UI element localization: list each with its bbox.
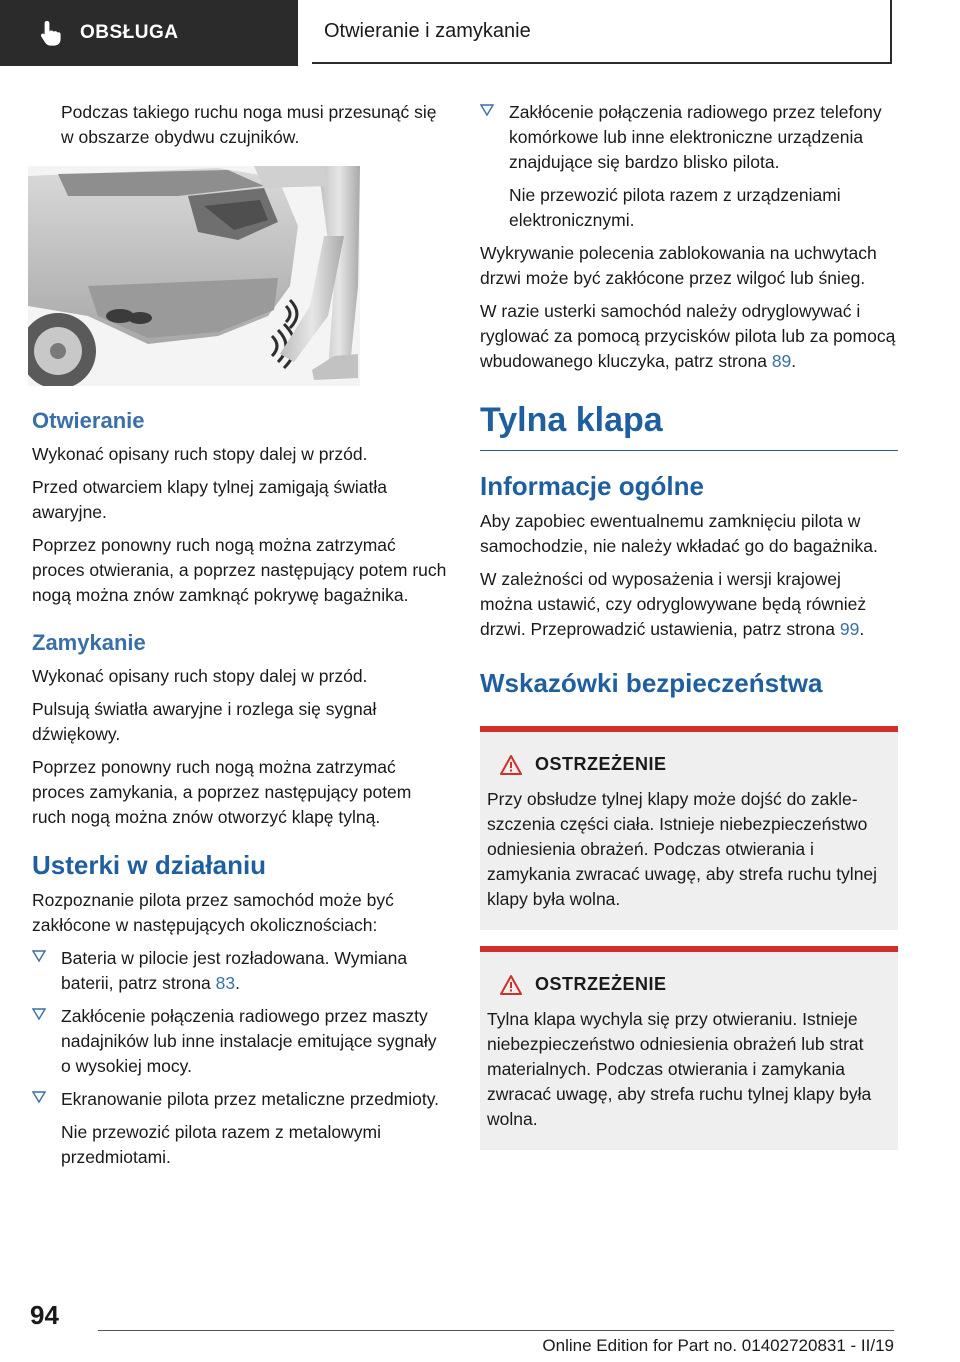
info-end: . <box>859 619 865 639</box>
main-heading: Tylna klapa <box>480 400 898 451</box>
warning-box <box>480 946 898 1150</box>
warning-triangle-icon <box>499 974 523 996</box>
opening-paragraph-1: Wykonać opisany ruch stopy dalej w przód. <box>32 444 368 464</box>
bullet-note: Nie przewozić pilota razem z metalowymi przedmiotami. <box>61 1122 381 1167</box>
right-column <box>480 100 898 1166</box>
closing-heading: Zamykanie <box>32 630 146 655</box>
fault-text: W razie usterki samochód należy odryglowywać i ryglować za pomocą przycisków pilota lub za pomocą wbudowanego kluczyka, patrz strona <box>480 301 896 371</box>
tailgate-foot-sensor-illustration <box>28 166 360 386</box>
info-heading: Informacje ogólne <box>480 471 704 501</box>
warning-title: OSTRZEŻENIE <box>535 754 667 774</box>
triangle-bullet-icon <box>480 103 494 117</box>
intro-paragraph: Podczas takiego ruchu noga musi przesunąć się w obszarze obydwu czujników. <box>61 102 437 147</box>
warning-triangle-icon <box>499 754 523 776</box>
page-number: 94 <box>30 1300 59 1330</box>
list-item <box>32 946 450 996</box>
info-paragraph-1: Aby zapobiec ewentualnemu zamknięciu pilota w samochodzie, nie należy wkładać go do bagażnika. <box>480 511 878 556</box>
section-label: OBSŁUGA <box>80 22 179 43</box>
bullet-text: Zakłócenie połączenia radiowego przez telefony komórkowe lub inne elektroniczne urządzenia znajdujące się bardzo blisko pilota. <box>509 102 882 172</box>
left-column <box>32 100 450 1178</box>
page-link-83[interactable]: 83 <box>215 973 236 993</box>
triangle-bullet-icon <box>32 949 46 963</box>
info-paragraph-2 <box>480 567 898 642</box>
section-tab <box>0 0 298 66</box>
list-item <box>480 100 898 175</box>
bullet-text: Ekranowanie pilota przez metaliczne przedmioty. <box>61 1089 440 1109</box>
faults-heading: Usterki w działaniu <box>32 850 267 880</box>
bullet-end: . <box>235 973 240 993</box>
chapter-title: Otwieranie i zamykanie <box>312 0 892 64</box>
info-text: W zależności od wyposażenia i wersji krajowej można ustawić, czy odryglowywane będą również drzwi. Przeprowadzić ustawienia, patrz strona <box>480 569 867 639</box>
hand-pointer-icon <box>36 18 66 48</box>
closing-paragraph-2: Pulsują światła awaryjne i rozlega się sygnał dźwiękowy. <box>32 699 377 744</box>
closing-paragraph-3: Poprzez ponowny ruch nogą można zatrzymać proces zamykania, a poprzez następujący potem ruch nogą można znów otworzyć klapę tylną. <box>32 757 412 827</box>
fault-end: . <box>791 351 797 371</box>
footer-divider <box>98 1330 894 1331</box>
bullet-text: Bateria w pilocie jest rozładowana. Wymiana baterii, patrz strona <box>61 948 408 993</box>
opening-paragraph-2: Przed otwarciem klapy tylnej zamigają światła awaryjne. <box>32 477 387 522</box>
page-link-89[interactable]: 89 <box>771 351 792 371</box>
edition-footer: Online Edition for Part no. 01402720831 - II/19 <box>542 1336 894 1355</box>
triangle-bullet-icon <box>32 1007 46 1021</box>
safety-heading: Wskazówki bezpieczeństwa <box>480 668 823 698</box>
triangle-bullet-icon <box>32 1090 46 1104</box>
warning-text: Tylna klapa wychyla się przy otwieraniu. Istnieje niebezpieczeństwo odniesienia obrażeń lub strat materialnych. Podczas otwierania i zamykania zwracać uwagę, aby strefa ruchu tylnej klapy była wolna. <box>487 1009 872 1129</box>
closing-paragraph-1: Wykonać opisany ruch stopy dalej w przód. <box>32 666 368 686</box>
warning-box <box>480 726 898 930</box>
warning-title-row <box>499 972 890 997</box>
list-item <box>32 1004 450 1079</box>
warning-title: OSTRZEŻENIE <box>535 974 667 994</box>
warning-title-row <box>499 752 890 777</box>
list-item <box>32 1087 450 1112</box>
faults-intro: Rozpoznanie pilota przez samochód może być zakłócone w następujących okolicznościach: <box>32 890 394 935</box>
bullet-note: Nie przewozić pilota razem z urządzeniami elektronicznymi. <box>509 185 841 230</box>
warning-text: Przy obsłudze tylnej klapy może dojść do zakleszczenia części ciała. Istnieje niebezpieczeństwo odniesienia obrażeń. Podczas otwierania i zamykania zwracać uwagę, aby strefa ruchu tylnej klapy była wolna. <box>487 789 878 909</box>
bullet-text: Zakłócenie połączenia radiowego przez maszty nadajników lub inne instalacje emitujące sygnały o wysokiej mocy. <box>61 1006 437 1076</box>
opening-paragraph-3: Poprzez ponowny ruch nogą można zatrzymać proces otwierania, a poprzez następujący potem ruch nogą można znów zamknąć pokrywę bagażnika. <box>32 535 447 605</box>
page-link-99[interactable]: 99 <box>839 619 860 639</box>
lock-paragraph: Wykrywanie polecenia zablokowania na uchwytach drzwi może być zakłócone przez wilgoć lub śnieg. <box>480 243 877 288</box>
opening-heading: Otwieranie <box>32 408 145 433</box>
fault-paragraph <box>480 299 898 374</box>
